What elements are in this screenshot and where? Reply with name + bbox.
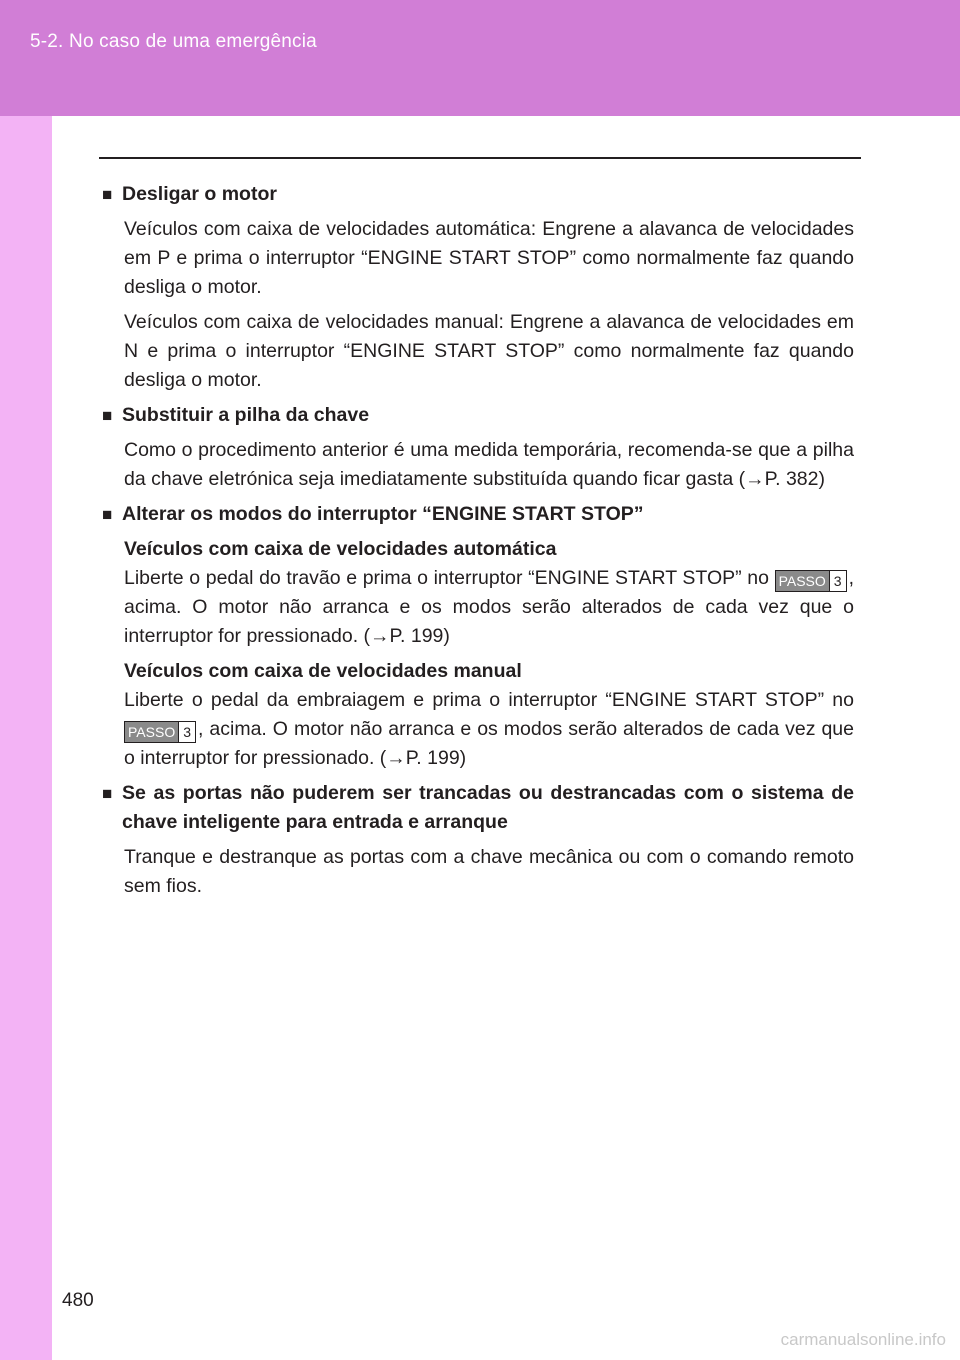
page-content [102, 180, 854, 907]
square-bullet-icon: ■ [102, 784, 113, 803]
section-title: 5-2. No caso de uma emergência [30, 31, 317, 52]
header-band [0, 0, 960, 116]
paragraph: Veículos com caixa de velocidades automática: Engrene a alavanca de velocidades em P e prima o interruptor “ENGINE START STOP” como normalmente faz quando desliga o motor. [124, 218, 854, 298]
subtitle-automatic: Veículos com caixa de velocidades automática [124, 538, 557, 560]
paragraph: Veículos com caixa de velocidades manual: Engrene a alavanca de velocidades em N e prima o interruptor “ENGINE START STOP” como normalmente faz quando desliga o motor. [124, 311, 854, 391]
subtitle-manual: Veículos com caixa de velocidades manual [124, 660, 522, 682]
passo-step-badge: PASSO 3 [124, 721, 196, 743]
passo-step-badge: PASSO 3 [775, 570, 847, 592]
top-rule [99, 157, 861, 159]
watermark: carmanualsonline.info [780, 1330, 946, 1349]
square-bullet-icon: ■ [102, 406, 113, 425]
paragraph: Como o procedimento anterior é uma medida temporária, recomenda-se que a pilha da chave eletrónica seja imediatamente substituída quando ficar gasta (→P. 382) [124, 439, 854, 490]
square-bullet-icon: ■ [102, 505, 113, 524]
heading-alterar-modos: ■ Alterar os modos do interruptor “ENGINE START STOP” [102, 500, 854, 529]
heading-desligar-motor: ■ Desligar o motor [102, 180, 854, 209]
heading-portas: ■ Se as portas não puderem ser trancadas ou destrancadas com o sistema de chave inteligente para entrada e arranque [102, 779, 854, 837]
paragraph-manual: Liberte o pedal da embraiagem e prima o interruptor “ENGINE START STOP” no PASSO 3 , acima. O motor não arranca e os modos serão alterados de cada vez que o interruptor for pressionado. (→P. 199) [124, 689, 854, 769]
page-number: 480 [62, 1290, 94, 1311]
square-bullet-icon: ■ [102, 185, 113, 204]
paragraph-automatic: Liberte o pedal do travão e prima o interruptor “ENGINE START STOP” no PASSO 3 , acima. O motor não arranca e os modos serão alterados de cada vez que o interruptor for pressionado. (→P. 199) [124, 567, 854, 647]
heading-substituir-pilha: ■ Substituir a pilha da chave [102, 401, 854, 430]
paragraph: Tranque e destranque as portas com a chave mecânica ou com o comando remoto sem fios. [124, 846, 854, 897]
side-band [0, 116, 52, 1360]
